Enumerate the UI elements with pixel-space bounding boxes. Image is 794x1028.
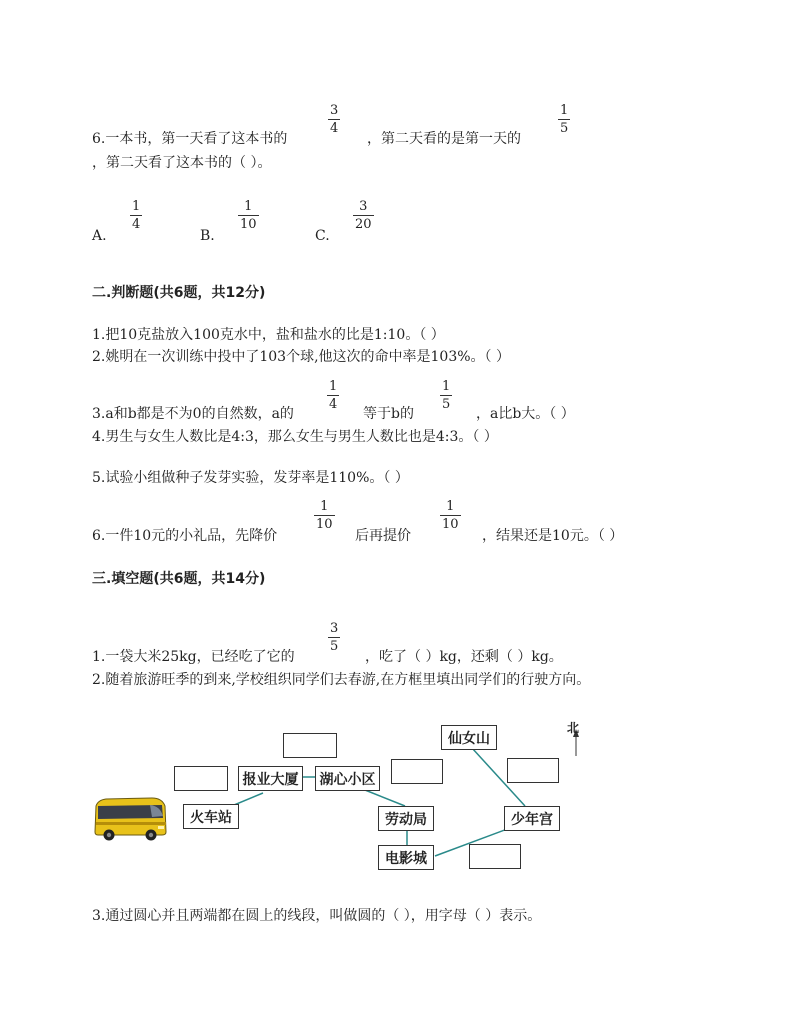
section3-heading: 三.填空题(共6题，共14分) — [92, 571, 266, 587]
place-dianyingcheng: 电影城 — [378, 845, 434, 870]
frac-den: 5 — [442, 397, 451, 412]
frac-den: 4 — [132, 217, 141, 232]
judge-q3-b: 等于b的 — [363, 406, 414, 422]
option-a-label: A. — [92, 228, 107, 244]
place-shaoniangong: 少年宫 — [504, 806, 560, 831]
route-huxin-laodongju — [365, 790, 405, 806]
place-baoye: 报业大厦 — [238, 766, 303, 791]
frac-num: 3 — [330, 103, 339, 118]
answer-box[interactable] — [469, 844, 521, 869]
judge-q4: 4.男生与女生人数比是4:3，那么女生与男生人数比也是4:3。（ ） — [92, 429, 498, 445]
judge-q3-c: ，a比b大。（ ） — [476, 406, 575, 422]
answer-box[interactable] — [507, 758, 559, 783]
place-huxin: 湖心小区 — [315, 766, 380, 791]
section2-heading: 二.判断题(共6题，共12分) — [92, 285, 266, 301]
option-c-label: C. — [315, 228, 330, 244]
frac-den: 10 — [442, 517, 459, 532]
judge-q5: 5.试验小组做种子发芽实验，发芽率是110%。（ ） — [92, 470, 409, 486]
frac-den: 20 — [355, 217, 372, 232]
fill-q1-a: 1.一袋大米25kg，已经吃了它的 — [92, 649, 295, 665]
judge-q6-a: 6.一件10元的小礼品，先降价 — [92, 528, 278, 544]
judge-q3-a: 3.a和b都是不为0的自然数，a的 — [92, 406, 294, 422]
q6-line1-a: 6.一本书，第一天看了这本书的 — [92, 131, 288, 147]
frac-den: 10 — [240, 217, 257, 232]
north-label: 北 — [567, 721, 580, 735]
frac-num: 1 — [132, 199, 141, 214]
answer-box[interactable] — [174, 766, 228, 791]
bus-icon — [92, 796, 168, 842]
frac-num: 1 — [442, 379, 451, 394]
frac-den: 5 — [330, 639, 339, 654]
frac-num: 1 — [244, 199, 253, 214]
frac-num: 1 — [329, 379, 338, 394]
frac-den: 4 — [329, 397, 338, 412]
fill-q2: 2.随着旅游旺季的到来,学校组织同学们去春游,在方框里填出同学们的行驶方向。 — [92, 672, 591, 688]
frac-num: 3 — [330, 621, 339, 636]
fill-q1-b: ，吃了（ ）kg，还剩（ ）kg。 — [365, 649, 563, 665]
place-xiannushan: 仙女山 — [441, 725, 497, 750]
q6-line2: ，第二天看了这本书的（ ）。 — [92, 155, 272, 171]
frac-num: 1 — [560, 103, 569, 118]
judge-q2: 2.姚明在一次训练中投中了103个球,他这次的命中率是103%。（ ） — [92, 349, 511, 365]
option-b-label: B. — [200, 228, 215, 244]
judge-q6-b: 后再提价 — [355, 528, 411, 544]
fill-q3: 3.通过圆心并且两端都在圆上的线段，叫做圆的（ ），用字母（ ）表示。 — [92, 908, 542, 924]
frac-den: 10 — [316, 517, 333, 532]
frac-num: 1 — [446, 499, 455, 514]
frac-num: 3 — [359, 199, 368, 214]
frac-den: 5 — [560, 121, 569, 136]
place-laodongju: 劳动局 — [378, 806, 434, 831]
answer-box[interactable] — [283, 733, 337, 758]
frac-den: 4 — [330, 121, 339, 136]
q6-line1-b: ，第二天看的是第一天的 — [367, 131, 521, 147]
judge-q1: 1.把10克盐放入100克水中，盐和盐水的比是1:10。（ ） — [92, 327, 445, 343]
answer-box[interactable] — [391, 759, 443, 784]
place-huochezhan: 火车站 — [183, 804, 239, 829]
frac-num: 1 — [320, 499, 329, 514]
judge-q6-c: ，结果还是10元。（ ） — [482, 528, 624, 544]
